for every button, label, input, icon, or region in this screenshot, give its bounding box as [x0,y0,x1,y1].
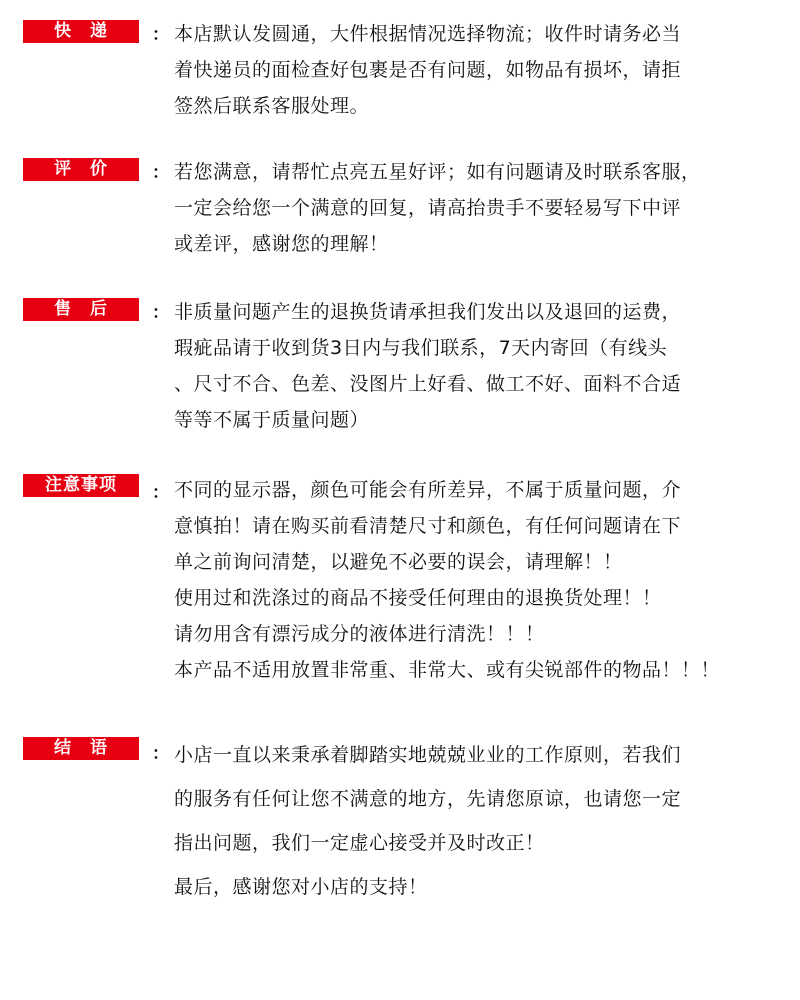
after-sales-colon: ： [152,303,169,323]
closing-line: 指出问题，我们一定虚心接受并及时改正！ [174,832,545,854]
notes-line: 请勿用含有漂污成分的液体进行清洗！！！ [174,623,545,645]
after-sales-tag: 售 后 [23,298,139,321]
closing-tag: 结 语 [23,737,139,760]
shipping-line: 本店默认发圆通，大件根据情况选择物流；收件时请务必当 [174,23,682,45]
notes-line: 本产品不适用放置非常重、非常大、或有尖锐部件的物品！！！ [174,659,721,681]
closing-text [174,733,800,909]
notes-text [174,472,800,688]
review-line: 一定会给您一个满意的回复，请高抬贵手不要轻易写下中评 [174,197,682,219]
shipping-text [174,16,800,124]
closing-line: 的服务有任何让您不满意的地方，先请您原谅，也请您一定 [174,788,682,810]
notes-line: 单之前询问清楚，以避免不必要的误会，请理解！！ [174,551,623,573]
after-sales-text [174,294,800,438]
notes-colon: ： [152,483,169,503]
after-sales-line: 、尺寸不合、色差、没图片上好看、做工不好、面料不合适 [174,373,682,395]
shipping-tag: 快 递 [23,20,139,43]
shipping-colon: ： [152,25,169,45]
notes-tag: 注意事项 [23,474,139,497]
shipping-line: 着快递员的面检查好包裹是否有问题，如物品有损坏，请拒 [174,59,682,81]
review-colon: ： [152,163,169,183]
review-line: 或差评，感谢您的理解！ [174,233,389,255]
review-line: 若您满意，请帮忙点亮五星好评；如有问题请及时联系客服， [174,161,701,183]
closing-line: 小店一直以来秉承着脚踏实地兢兢业业的工作原则，若我们 [174,744,682,766]
closing-line: 最后，感谢您对小店的支持！ [174,876,428,898]
shipping-line: 签然后联系客服处理。 [174,95,370,117]
after-sales-line: 非质量问题产生的退换货请承担我们发出以及退回的运费， [174,301,682,323]
closing-colon: ： [152,744,169,764]
notes-line: 意慎拍！请在购买前看清楚尺寸和颜色，有任何问题请在下 [174,515,682,537]
review-text [174,154,800,262]
review-tag: 评 价 [23,158,139,181]
after-sales-line: 等等不属于质量问题） [174,409,370,431]
notes-line: 不同的显示器，颜色可能会有所差异，不属于质量问题，介 [174,479,682,501]
notes-line: 使用过和洗涤过的商品不接受任何理由的退换货处理！！ [174,587,662,609]
after-sales-line: 瑕疵品请于收到货3日内与我们联系，7天内寄回（有线头 [174,337,668,359]
